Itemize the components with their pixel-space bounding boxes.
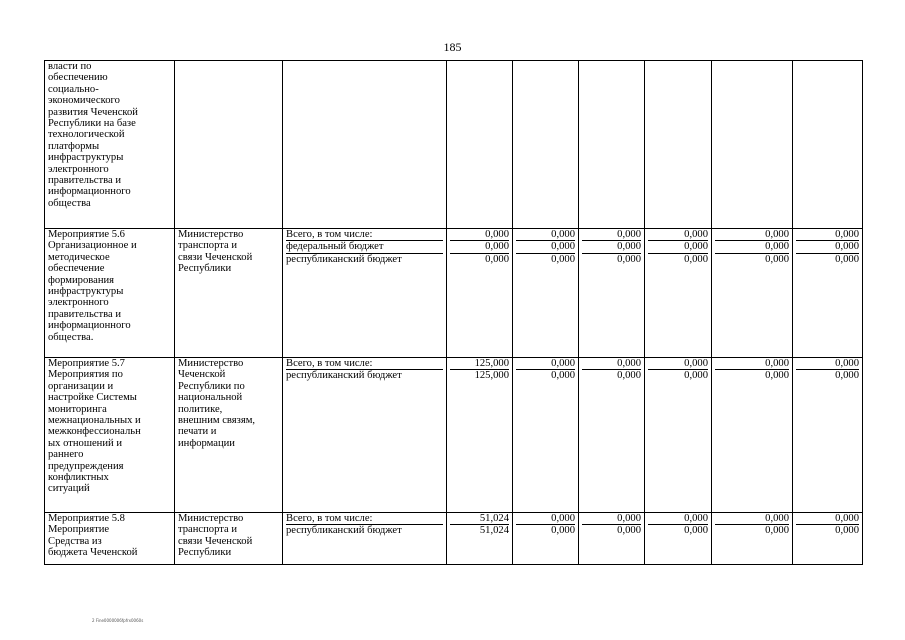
value-line: 0,000: [835, 370, 859, 382]
value-line: 0,000: [715, 241, 789, 253]
value-cell: [645, 61, 712, 229]
value-cell: [447, 513, 513, 565]
value-line: 0,000: [516, 241, 575, 253]
table-row: [45, 229, 863, 358]
value-line: 0,000: [765, 370, 789, 382]
value-line: 0,000: [450, 229, 509, 241]
value-cell: [513, 61, 579, 229]
value-line: 0,000: [617, 253, 641, 265]
table-row: [45, 358, 863, 513]
value-cell: [579, 513, 645, 565]
program-funding-table: [44, 60, 863, 565]
value-line: 0,000: [835, 525, 859, 537]
value-line: 0,000: [648, 229, 708, 241]
page-number: 185: [443, 40, 462, 54]
value-line: 0,000: [551, 525, 575, 537]
value-line: 0,000: [617, 370, 641, 382]
source-cell: [283, 358, 447, 513]
value-cell: [645, 358, 712, 513]
value-cell: [793, 358, 863, 513]
event-cell: Мероприятие 5.7 Мероприятия по организации и настройке Системы мониторинга межнациональных и межконфессиональн ых отношений и раннего предупреждения конфликтных ситуаций: [45, 358, 175, 513]
value-cell: [645, 229, 712, 358]
value-line: 0,000: [551, 253, 575, 265]
value-line: 0,000: [450, 241, 509, 253]
executor-cell: [175, 61, 283, 229]
source-line: республиканский бюджет: [286, 525, 402, 537]
value-line: 51,024: [450, 513, 509, 525]
value-cell: [793, 229, 863, 358]
executor-cell: Министерство Чеченской Республики по национальной политике, внешним связям, печати и информации: [175, 358, 283, 513]
value-line: 125,000: [474, 370, 509, 382]
value-cell: [579, 61, 645, 229]
source-line: Всего, в том числе:: [286, 229, 443, 241]
value-line: 0,000: [582, 229, 641, 241]
value-line: 51,024: [479, 525, 509, 537]
value-cell: [513, 513, 579, 565]
value-line: 0,000: [684, 253, 708, 265]
value-line: 0,000: [684, 525, 708, 537]
source-line: республиканский бюджет: [286, 253, 402, 265]
source-cell: [283, 513, 447, 565]
executor-cell: Министерство транспорта и связи Чеченской Республики: [175, 513, 283, 565]
event-cell: Мероприятие 5.8 Мероприятие Средства из бюджета Чеченской: [45, 513, 175, 565]
value-line: 0,000: [516, 513, 575, 525]
value-cell: [579, 229, 645, 358]
table-row: [45, 513, 863, 565]
value-line: 0,000: [617, 525, 641, 537]
value-cell: [513, 358, 579, 513]
value-line: 0,000: [715, 229, 789, 241]
source-line: республиканский бюджет: [286, 370, 402, 382]
value-cell: [447, 61, 513, 229]
value-line: 0,000: [648, 241, 708, 253]
value-line: 0,000: [485, 253, 509, 265]
executor-cell: Министерство транспорта и связи Чеченской Республики: [175, 229, 283, 358]
value-line: 0,000: [516, 358, 575, 370]
value-cell: [712, 358, 793, 513]
event-cell: Мероприятие 5.6 Организационное и методическое обеспечение формирования инфраструктуры электронного правительства и информационного общества.: [45, 229, 175, 358]
footer-note: 2 Fine0000006fpfrx0060s: [92, 618, 144, 623]
value-cell: [513, 229, 579, 358]
source-line: Всего, в том числе:: [286, 513, 443, 525]
value-line: 0,000: [796, 358, 859, 370]
value-line: 0,000: [684, 370, 708, 382]
value-cell: [645, 513, 712, 565]
value-line: 0,000: [796, 229, 859, 241]
source-line: федеральный бюджет: [286, 241, 443, 253]
value-cell: [712, 513, 793, 565]
value-cell: [793, 61, 863, 229]
value-line: 0,000: [582, 241, 641, 253]
value-cell: [579, 358, 645, 513]
table-body: [45, 61, 863, 565]
value-line: 0,000: [582, 513, 641, 525]
value-line: 0,000: [648, 358, 708, 370]
value-line: 0,000: [715, 513, 789, 525]
source-cell: [283, 229, 447, 358]
value-line: 125,000: [450, 358, 509, 370]
value-line: 0,000: [551, 370, 575, 382]
value-cell: [447, 358, 513, 513]
value-line: 0,000: [765, 253, 789, 265]
source-cell: [283, 61, 447, 229]
value-line: 0,000: [516, 229, 575, 241]
value-line: 0,000: [835, 253, 859, 265]
source-line: Всего, в том числе:: [286, 358, 443, 370]
value-cell: [712, 61, 793, 229]
event-cell: власти по обеспечению социально- экономического развития Чеченской Республики на базе технологической платформы инфраструктуры электронного правительства и информационного общества: [45, 61, 175, 229]
value-line: 0,000: [582, 358, 641, 370]
table-row: [45, 61, 863, 229]
value-cell: [712, 229, 793, 358]
value-line: 0,000: [715, 358, 789, 370]
value-line: 0,000: [648, 513, 708, 525]
value-cell: [447, 229, 513, 358]
value-cell: [793, 513, 863, 565]
value-line: 0,000: [796, 241, 859, 253]
value-line: 0,000: [765, 525, 789, 537]
value-line: 0,000: [796, 513, 859, 525]
